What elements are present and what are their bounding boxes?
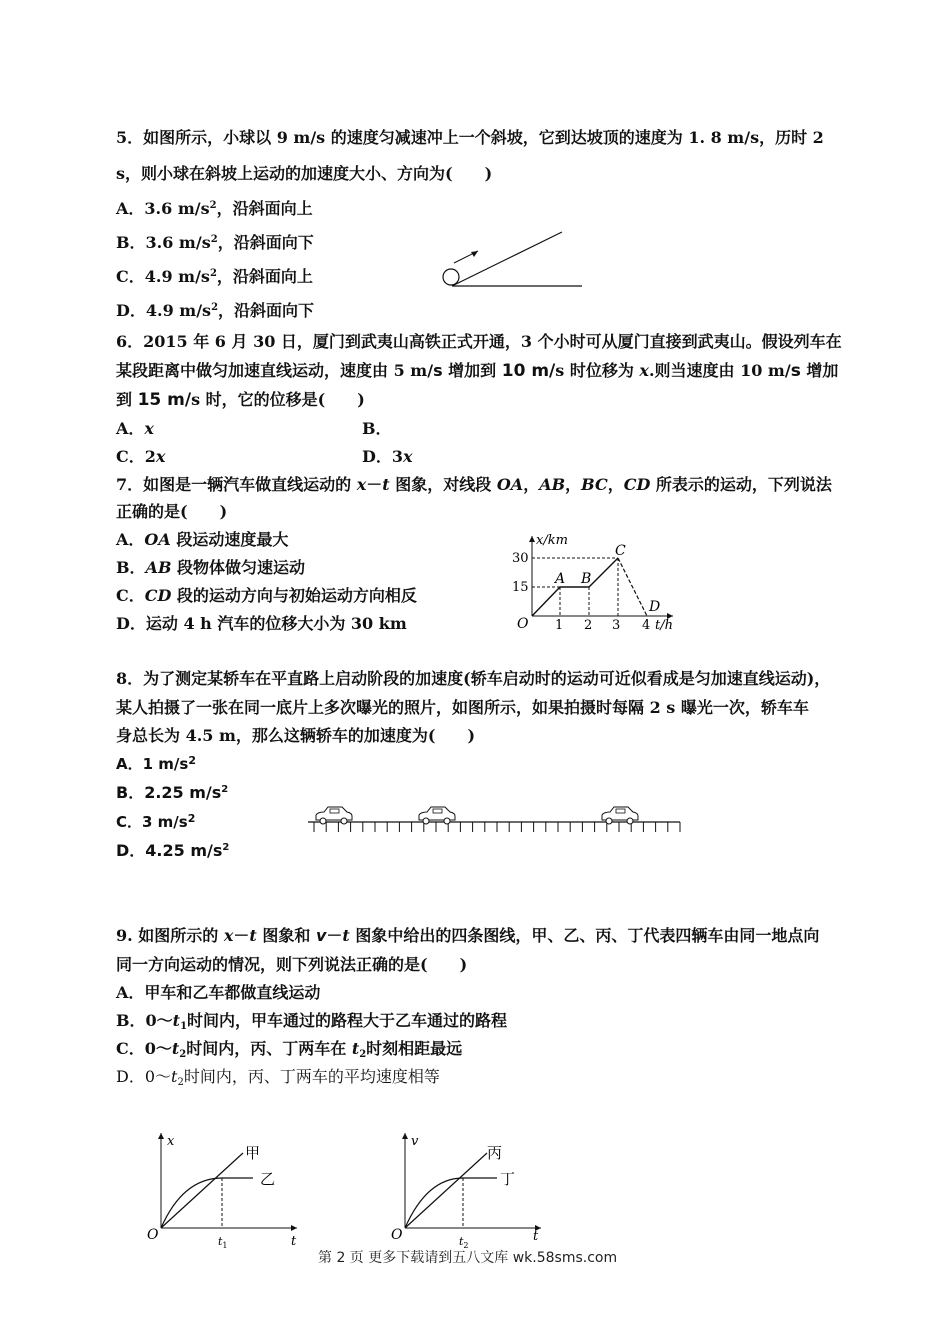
q7-stem-line1: 7．如图是一辆汽车做直线运动的 x－t 图象，对线段 OA，AB，BC，CD 所表示的运动，下列说法 <box>116 475 832 494</box>
x-tick-3: 3 <box>612 618 621 633</box>
origin-label: O <box>517 616 529 632</box>
ball <box>443 269 459 285</box>
q9-option-d: D．$0\sim t_2$时间内，丙、丁两车的平均速度相等 <box>116 1067 440 1088</box>
vt-graph-bing-ding <box>387 1128 547 1253</box>
q7-option-d: D．运动 4 h 汽车的位移大小为 30 km <box>116 614 407 633</box>
label-ding: 丁 <box>500 1170 516 1188</box>
ruler <box>308 822 680 832</box>
q8-option-b: B．2.25 $m/s^2$ <box>116 783 229 802</box>
x-axis-label: t <box>533 1229 539 1244</box>
q9-option-b: B．$0\sim t_1$时间内，甲车通过的路程大于乙车通过的路程 <box>116 1011 508 1032</box>
line-bing <box>405 1153 487 1228</box>
car-ruler-figure <box>308 800 683 844</box>
q5-option-d: D．4.9 $m/s^2$，沿斜面向下 <box>116 301 315 320</box>
q5-stem-line1: 5．如图所示，小球以 9 m/s 的速度匀减速冲上一个斜坡，它到达坡顶的速度为 1. 8 m/s，历时 2 <box>116 128 824 147</box>
q8-option-a: A．1 $m/s^2$ <box>116 754 196 773</box>
q9-option-c: C．$0\sim t_2$时间内，丙、丁两车在 $t_2$时刻相距最远 <box>116 1039 463 1060</box>
xt-graph <box>508 528 683 638</box>
origin-label: O <box>147 1227 159 1243</box>
page-footer: 第 2 页 更多下载请到五八文库 wk.58sms.com <box>318 1250 618 1266</box>
q5-option-b: B．3.6 $m/s^2$，沿斜面向下 <box>116 233 314 252</box>
segment-CD <box>618 558 647 616</box>
point-d-label: D <box>649 599 661 615</box>
q5-option-a: A．3.6 $m/s^2$，沿斜面向上 <box>116 199 313 218</box>
q9-stem-line2: 同一方向运动的情况，则下列说法正确的是( ) <box>116 955 468 974</box>
q8-stem-line2: 某人拍摄了一张在同一底片上多次曝光的照片，如图所示，如果拍摄时每隔 2 s 曝光一次，轿车车 <box>116 698 809 717</box>
q6-stem-line1: 6．2015 年 6 月 30 日，厦门到武夷山高铁正式开通，3 个小时可从厦门直接到武夷山。假设列车在 <box>116 332 842 351</box>
point-b-label: B <box>581 571 592 587</box>
q8-stem-line1: 8．为了测定某轿车在平直路上启动阶段的加速度(轿车启动时的运动可近似看成是匀加速直线运动)， <box>116 669 831 688</box>
q8-option-d: D．4.25 $m/s^2$ <box>116 841 230 860</box>
q6-option-c: C．2x <box>116 447 166 466</box>
q8-option-c: C．3 $m/s^2$ <box>116 812 196 831</box>
y-axis-label: v <box>411 1134 419 1149</box>
q9-option-a: A．甲车和乙车都做直线运动 <box>116 983 321 1002</box>
q6-stem-line3: 到 15 m/s 时，它的位移是( ) <box>116 390 365 410</box>
x-axis-label: t <box>291 1234 297 1249</box>
q5-stem-line2: s，则小球在斜坡上运动的加速度大小、方向为( ) <box>116 164 493 183</box>
point-a-label: A <box>555 571 566 587</box>
q7-option-c: C．CD 段的运动方向与初始运动方向相反 <box>116 586 417 605</box>
q6-option-a: A．x <box>116 419 154 438</box>
q6-option-b: B． <box>362 419 392 438</box>
label-yi: 乙 <box>260 1170 276 1188</box>
q6-option-d: D．3x <box>362 447 413 466</box>
tick-t1: $t_1$ <box>218 1235 228 1250</box>
y-axis-label: x <box>167 1134 175 1149</box>
q7-option-a: A．OA 段运动速度最大 <box>116 530 289 549</box>
tick-t2: $t_2$ <box>459 1235 469 1250</box>
x-axis-label: t/h <box>655 618 673 633</box>
y-axis-label: x/km <box>536 533 568 548</box>
q8-stem-line3: 身总长为 4.5 m，那么这辆轿车的加速度为( ) <box>116 726 476 745</box>
y-tick-15: 15 <box>512 580 529 595</box>
xt-graph-jia-yi <box>143 1128 303 1253</box>
q5-option-c: C．4.9 $m/s^2$，沿斜面向上 <box>116 267 313 286</box>
slope-line <box>452 232 562 286</box>
slope-ball-figure <box>438 228 588 292</box>
origin-label: O <box>391 1227 403 1243</box>
q7-option-b: B．AB 段物体做匀速运动 <box>116 558 306 577</box>
x-tick-2: 2 <box>584 618 593 633</box>
q7-stem-line2: 正确的是( ) <box>116 502 228 521</box>
point-c-label: C <box>615 543 626 559</box>
q9-stem-line1: 9. 如图所示的 x－t 图象和 v－t 图象中给出的四条图线，甲、乙、丙、丁代表四辆车由同一地点向 <box>116 926 820 945</box>
x-tick-4: 4 <box>642 618 651 633</box>
q6-stem-line2: 某段距离中做匀加速直线运动，速度由 5 m/s 增加到 10 m/s 时位移为 x.则当速度由 10 m/s 增加 <box>116 361 839 381</box>
label-jia: 甲 <box>245 1144 261 1162</box>
line-jia <box>161 1153 243 1228</box>
x-tick-1: 1 <box>555 618 564 633</box>
y-tick-30: 30 <box>512 551 529 566</box>
label-bing: 丙 <box>487 1144 503 1162</box>
